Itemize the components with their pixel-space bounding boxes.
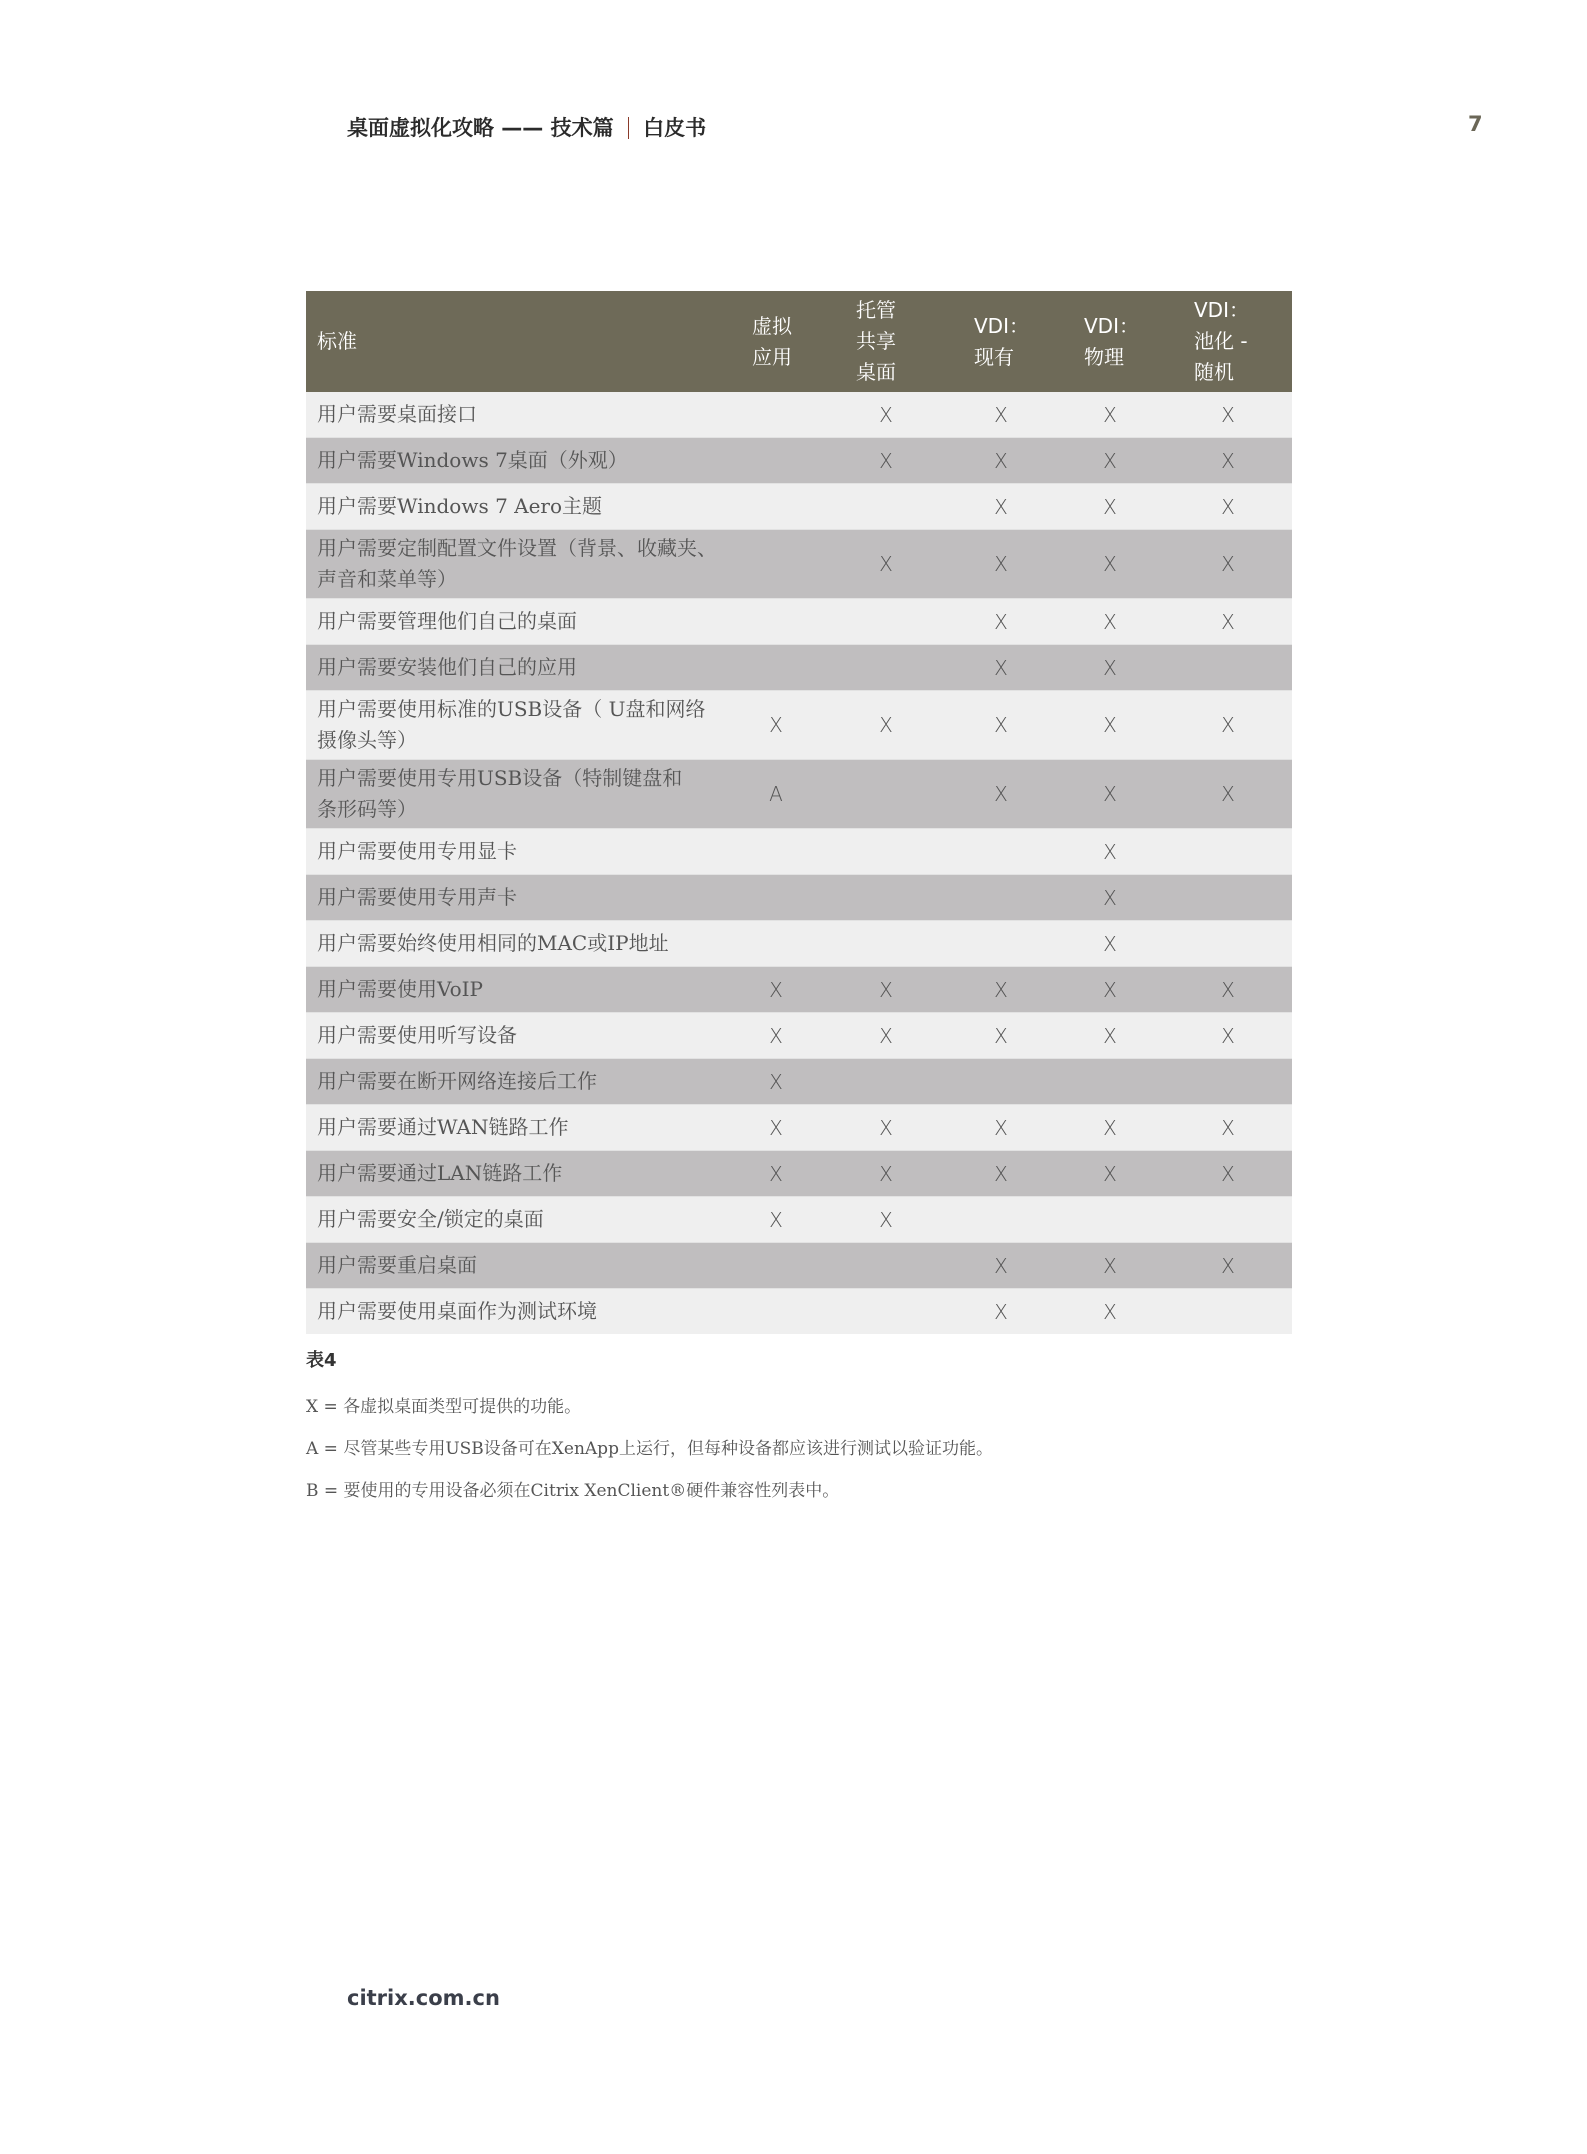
mark-cell: X bbox=[946, 1013, 1056, 1059]
mark-cell: X bbox=[946, 1243, 1056, 1289]
mark-cell: X bbox=[1164, 392, 1292, 438]
mark-cell bbox=[726, 1289, 826, 1335]
mark-cell bbox=[826, 645, 946, 691]
legend-note-x: X = 各虚拟桌面类型可提供的功能。 bbox=[306, 1397, 582, 1417]
column-header-line: VDI： bbox=[974, 313, 1029, 338]
legend-note-a: A = 尽管某些专用USB设备可在XenApp上运行，但每种设备都应该进行测试以验证功能。 bbox=[306, 1439, 993, 1459]
criterion-cell bbox=[306, 829, 726, 875]
criterion-text: 用户需要安全/锁定的桌面 bbox=[317, 1207, 544, 1231]
criterion-cell bbox=[306, 645, 726, 691]
feature-matrix-table bbox=[306, 291, 1292, 1334]
header-separator bbox=[628, 117, 630, 139]
table-row bbox=[306, 484, 1292, 530]
column-header-line: 托管 bbox=[856, 298, 896, 322]
mark-cell: X bbox=[726, 691, 826, 760]
criterion-cell bbox=[306, 921, 726, 967]
mark-cell: X bbox=[1164, 1013, 1292, 1059]
criterion-text: 用户需要重启桌面 bbox=[317, 1253, 477, 1277]
legend-note-b: B = 要使用的专用设备必须在Citrix XenClient®硬件兼容性列表中。 bbox=[306, 1481, 840, 1501]
criterion-text: 用户需要在断开网络连接后工作 bbox=[317, 1069, 597, 1093]
criterion-text: 用户需要使用桌面作为测试环境 bbox=[317, 1299, 597, 1323]
document-title: 桌面虚拟化攻略 —— 技术篇 bbox=[347, 116, 614, 140]
mark-cell bbox=[826, 1243, 946, 1289]
mark-cell: X bbox=[826, 1197, 946, 1243]
column-header-4 bbox=[1056, 291, 1164, 392]
table-row bbox=[306, 921, 1292, 967]
mark-cell: X bbox=[726, 1197, 826, 1243]
mark-cell: X bbox=[1056, 691, 1164, 760]
mark-cell bbox=[726, 392, 826, 438]
criterion-text: 用户需要使用标准的USB设备（ U盘和网络 bbox=[317, 697, 706, 721]
table-row bbox=[306, 1289, 1292, 1335]
mark-cell: X bbox=[1056, 967, 1164, 1013]
column-header-2 bbox=[826, 291, 946, 392]
criterion-text: 用户需要使用听写设备 bbox=[317, 1023, 517, 1047]
column-header-line: 桌面 bbox=[856, 360, 896, 384]
table-row bbox=[306, 829, 1292, 875]
mark-cell bbox=[726, 530, 826, 599]
criterion-text: 用户需要使用专用声卡 bbox=[317, 885, 517, 909]
table-row bbox=[306, 1197, 1292, 1243]
table-row bbox=[306, 645, 1292, 691]
mark-cell bbox=[1164, 645, 1292, 691]
mark-cell: X bbox=[1164, 1151, 1292, 1197]
criterion-cell bbox=[306, 967, 726, 1013]
criterion-cell bbox=[306, 1243, 726, 1289]
mark-cell bbox=[826, 921, 946, 967]
criterion-text: 用户需要定制配置文件设置（背景、收藏夹、 bbox=[317, 536, 717, 560]
mark-cell: X bbox=[1056, 1151, 1164, 1197]
criterion-cell bbox=[306, 691, 726, 760]
criterion-text: 用户需要通过LAN链路工作 bbox=[317, 1161, 563, 1185]
table-row bbox=[306, 599, 1292, 645]
mark-cell: X bbox=[1164, 438, 1292, 484]
table-row bbox=[306, 691, 1292, 760]
mark-cell: X bbox=[726, 1013, 826, 1059]
mark-cell: X bbox=[1164, 691, 1292, 760]
mark-cell bbox=[946, 875, 1056, 921]
criterion-cell bbox=[306, 392, 726, 438]
criterion-cell bbox=[306, 484, 726, 530]
criterion-cell bbox=[306, 1013, 726, 1059]
column-header-line: 池化 - bbox=[1194, 329, 1248, 353]
mark-cell: X bbox=[826, 967, 946, 1013]
mark-cell bbox=[726, 645, 826, 691]
mark-cell: X bbox=[1056, 760, 1164, 829]
mark-cell: X bbox=[946, 484, 1056, 530]
mark-cell: X bbox=[1056, 875, 1164, 921]
mark-cell: X bbox=[1164, 530, 1292, 599]
criterion-text: 条形码等） bbox=[317, 797, 417, 821]
column-header-line: 虚拟 bbox=[752, 313, 792, 338]
table-row bbox=[306, 530, 1292, 599]
mark-cell: X bbox=[726, 1105, 826, 1151]
mark-cell: X bbox=[1164, 1243, 1292, 1289]
mark-cell: X bbox=[946, 438, 1056, 484]
mark-cell bbox=[1164, 875, 1292, 921]
column-header-5 bbox=[1164, 291, 1292, 392]
mark-cell: X bbox=[946, 1151, 1056, 1197]
mark-cell: X bbox=[1164, 1105, 1292, 1151]
document-type: 白皮书 bbox=[643, 116, 707, 140]
mark-cell: X bbox=[946, 760, 1056, 829]
mark-cell bbox=[1164, 1197, 1292, 1243]
mark-cell bbox=[826, 599, 946, 645]
criterion-cell bbox=[306, 599, 726, 645]
column-header-line: VDI： bbox=[1194, 298, 1249, 322]
criterion-cell bbox=[306, 875, 726, 921]
mark-cell bbox=[1056, 1197, 1164, 1243]
column-header-line: 标准 bbox=[317, 329, 357, 353]
mark-cell: X bbox=[1056, 530, 1164, 599]
footer-link[interactable]: citrix.com.cn bbox=[347, 1986, 500, 2010]
criterion-text: 用户需要Windows 7桌面（外观） bbox=[317, 448, 628, 472]
mark-cell: X bbox=[1056, 599, 1164, 645]
mark-cell: X bbox=[946, 967, 1056, 1013]
mark-cell bbox=[1164, 1289, 1292, 1335]
criterion-text: 用户需要桌面接口 bbox=[317, 402, 477, 426]
criterion-text: 摄像头等） bbox=[317, 728, 417, 752]
table-body bbox=[306, 392, 1292, 1334]
mark-cell bbox=[726, 921, 826, 967]
column-header-line: 物理 bbox=[1084, 344, 1124, 369]
mark-cell: X bbox=[946, 1289, 1056, 1335]
criterion-text: 用户需要始终使用相同的MAC或IP地址 bbox=[317, 931, 669, 955]
mark-cell: X bbox=[826, 438, 946, 484]
criterion-text: 用户需要使用VoIP bbox=[317, 977, 484, 1001]
mark-cell bbox=[726, 438, 826, 484]
mark-cell: X bbox=[1056, 484, 1164, 530]
mark-cell: X bbox=[726, 1059, 826, 1105]
criterion-cell bbox=[306, 1059, 726, 1105]
mark-cell bbox=[1164, 1059, 1292, 1105]
mark-cell: X bbox=[726, 1151, 826, 1197]
table-row bbox=[306, 1243, 1292, 1289]
criterion-cell bbox=[306, 530, 726, 599]
mark-cell bbox=[946, 829, 1056, 875]
mark-cell: X bbox=[826, 1013, 946, 1059]
criterion-text: 用户需要安装他们自己的应用 bbox=[317, 655, 577, 679]
mark-cell bbox=[826, 875, 946, 921]
mark-cell bbox=[726, 599, 826, 645]
criterion-cell bbox=[306, 1151, 726, 1197]
mark-cell: X bbox=[826, 1105, 946, 1151]
column-header-criterion bbox=[306, 291, 726, 392]
column-header-line: 共享 bbox=[856, 329, 896, 353]
mark-cell bbox=[826, 484, 946, 530]
mark-cell: X bbox=[1056, 1289, 1164, 1335]
mark-cell bbox=[826, 1059, 946, 1105]
mark-cell: X bbox=[946, 645, 1056, 691]
mark-cell bbox=[946, 1197, 1056, 1243]
column-header-line: 应用 bbox=[752, 344, 792, 369]
mark-cell: X bbox=[1164, 484, 1292, 530]
mark-cell bbox=[1164, 921, 1292, 967]
mark-cell: X bbox=[1056, 645, 1164, 691]
document-header bbox=[347, 112, 706, 142]
table-row bbox=[306, 1059, 1292, 1105]
mark-cell: X bbox=[1164, 599, 1292, 645]
table-row bbox=[306, 438, 1292, 484]
criterion-text: 用户需要使用专用USB设备（特制键盘和 bbox=[317, 766, 683, 790]
mark-cell: X bbox=[1056, 1243, 1164, 1289]
table-header-row bbox=[306, 291, 1292, 392]
mark-cell: X bbox=[1056, 392, 1164, 438]
mark-cell bbox=[946, 1059, 1056, 1105]
criterion-cell bbox=[306, 760, 726, 829]
column-header-line: 现有 bbox=[974, 344, 1014, 369]
mark-cell: X bbox=[946, 1105, 1056, 1151]
mark-cell: X bbox=[1056, 1105, 1164, 1151]
table-row bbox=[306, 760, 1292, 829]
mark-cell bbox=[1164, 829, 1292, 875]
mark-cell: X bbox=[1056, 921, 1164, 967]
mark-cell bbox=[726, 875, 826, 921]
table-row bbox=[306, 967, 1292, 1013]
mark-cell: X bbox=[1056, 829, 1164, 875]
criterion-text: 用户需要管理他们自己的桌面 bbox=[317, 609, 577, 633]
table-row bbox=[306, 1013, 1292, 1059]
mark-cell: X bbox=[826, 392, 946, 438]
mark-cell bbox=[726, 1243, 826, 1289]
criterion-cell bbox=[306, 438, 726, 484]
mark-cell bbox=[826, 1289, 946, 1335]
table-row bbox=[306, 1151, 1292, 1197]
criterion-cell bbox=[306, 1197, 726, 1243]
table-row bbox=[306, 875, 1292, 921]
mark-cell: X bbox=[1056, 1013, 1164, 1059]
mark-cell bbox=[946, 921, 1056, 967]
table-row bbox=[306, 392, 1292, 438]
criterion-text: 声音和菜单等） bbox=[317, 567, 457, 591]
column-header-line: 随机 bbox=[1194, 360, 1234, 384]
column-header-line: VDI： bbox=[1084, 313, 1139, 338]
criterion-cell bbox=[306, 1289, 726, 1335]
mark-cell bbox=[1056, 1059, 1164, 1105]
mark-cell bbox=[726, 829, 826, 875]
criterion-text: 用户需要Windows 7 Aero主题 bbox=[317, 494, 603, 518]
mark-cell: X bbox=[826, 1151, 946, 1197]
mark-cell: X bbox=[826, 530, 946, 599]
mark-cell: X bbox=[1164, 760, 1292, 829]
mark-cell: X bbox=[946, 530, 1056, 599]
mark-cell: X bbox=[946, 392, 1056, 438]
column-header-3 bbox=[946, 291, 1056, 392]
mark-cell: A bbox=[726, 760, 826, 829]
column-header-1 bbox=[726, 291, 826, 392]
mark-cell: X bbox=[946, 599, 1056, 645]
table-row bbox=[306, 1105, 1292, 1151]
mark-cell bbox=[726, 484, 826, 530]
criterion-text: 用户需要通过WAN链路工作 bbox=[317, 1115, 569, 1139]
mark-cell bbox=[826, 829, 946, 875]
mark-cell: X bbox=[1056, 438, 1164, 484]
criterion-cell bbox=[306, 1105, 726, 1151]
table-caption: 表4 bbox=[306, 1350, 337, 1371]
mark-cell: X bbox=[946, 691, 1056, 760]
page-number: 7 bbox=[1468, 112, 1483, 136]
mark-cell bbox=[826, 760, 946, 829]
criterion-text: 用户需要使用专用显卡 bbox=[317, 839, 517, 863]
mark-cell: X bbox=[1164, 967, 1292, 1013]
mark-cell: X bbox=[726, 967, 826, 1013]
mark-cell: X bbox=[826, 691, 946, 760]
